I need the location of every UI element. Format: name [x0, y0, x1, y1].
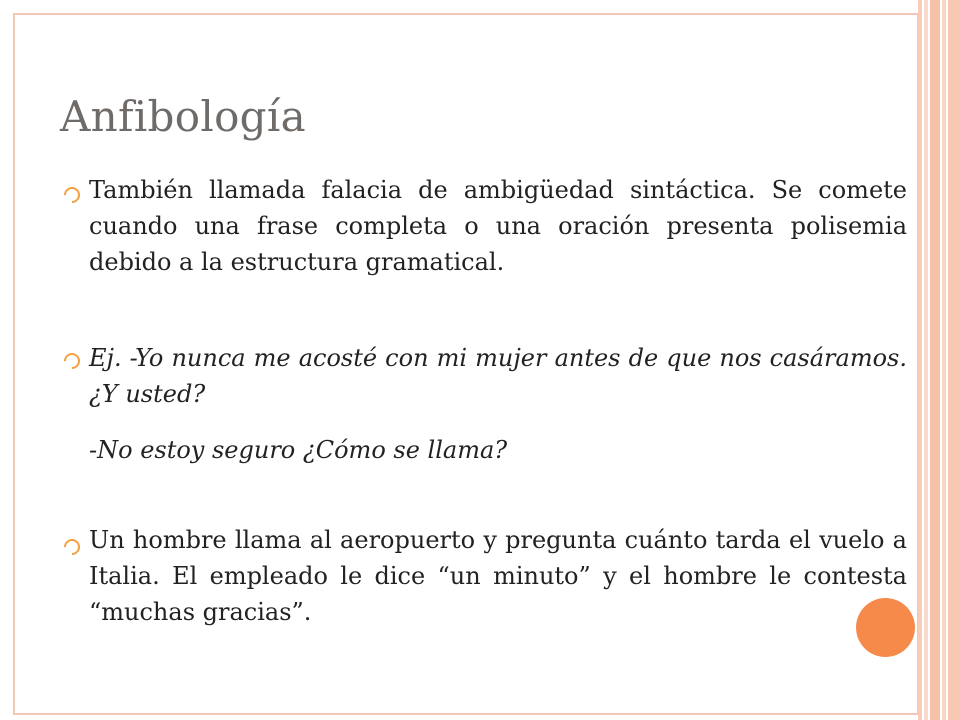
bullet-2-continuation: -No estoy seguro ¿Cómo se llama?: [89, 436, 508, 464]
right-decorative-stripes: [918, 0, 960, 720]
slide-title: Anfibología: [60, 92, 306, 141]
stripe: [930, 0, 940, 720]
bullet-3-text: Un hombre llama al aeropuerto y pregunta cuánto tarda el vuelo a Italia. El empleado le dice “un minuto” y el hombre le contesta “muchas gracias”.: [89, 526, 907, 626]
bullet-1-text: También llamada falacia de ambigüedad sintáctica. Se comete cuando una frase completa o una oración presenta polisemia debido a la estructura gramatical.: [89, 176, 907, 276]
stripe: [924, 0, 928, 720]
bullet-2-text: Ej. -Yo nunca me acosté con mi mujer antes de que nos casáramos. ¿Y usted?: [89, 344, 907, 408]
stripe: [948, 0, 960, 720]
stripe: [942, 0, 946, 720]
stripe: [918, 0, 922, 720]
